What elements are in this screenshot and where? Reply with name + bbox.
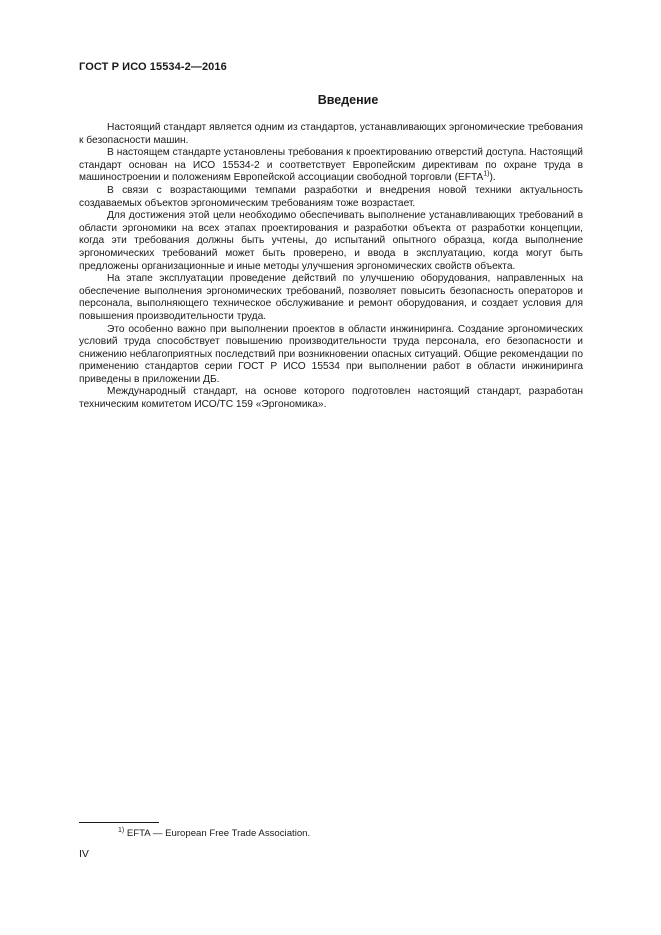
paragraph: Это особенно важно при выполнении проектов в области инжиниринга. Создание эргономических условий труда способствует повышению производительности труда персонала, его безопасности и снижению неблагоприятных последствий при возникновении опасных ситуаций. Общие рекомендации по применению стандартов серии ГОСТ Р ИСО 15534 при выполнении работ в области инжиниринга приведены в приложении ДБ. — [79, 323, 583, 385]
paragraph-text: В настоящем стандарте установлены требования к проектированию отверстий доступа. Настоящий стандарт основан на ИСО 15534-2 и соответствует Европейским директивам по охране труда в машиностроении и положениям Европейской ассоциации свободной торговли (EFTA — [79, 147, 583, 184]
paragraph: Международный стандарт, на основе которого подготовлен настоящий стандарт, разработан техническим комитетом ИСО/ТС 159 «Эргономика». — [79, 386, 583, 411]
document-header: ГОСТ Р ИСО 15534-2—2016 — [79, 61, 227, 73]
section-title: Введение — [317, 93, 379, 107]
paragraph: На этапе эксплуатации проведение действий по улучшению оборудования, направленных на обеспечение выполнения эргономических требований, позволяет повысить безопасность операторов и персонала, выполняющего техническое обслуживание и ремонт оборудования, и создает условия для повышения производительности труда. — [79, 273, 583, 322]
body-text — [79, 122, 583, 412]
paragraph: Для достижения этой цели необходимо обеспечивать выполнение устанавливающих требований в области эргономики на всех этапах проектирования и разработки объекта от разработки концепции, когда эти требования должны быть учтены, до испытаний опытного образца, когда выполнение эргономических требований может быть проверено, и ввода в эксплуатацию, когда могут быть предложены организационные и иные методы улучшения эргономических свойств объекта. — [79, 210, 583, 272]
paragraph: Настоящий стандарт является одним из стандартов, устанавливающих эргономические требования к безопасности машин. — [79, 122, 583, 146]
paragraph: В связи с возрастающими темпами разработки и внедрения новой техники актуальность создаваемых объектов эргономическим требованиям тоже возрастает. — [79, 184, 583, 209]
footnote-mark: 1) — [118, 826, 125, 834]
footnote-reference[interactable]: 1) — [483, 170, 490, 178]
paragraph — [79, 147, 583, 185]
page-number: IV — [79, 848, 89, 860]
footnote-text: EFTA — European Free Trade Association. — [124, 828, 311, 839]
footnote-divider — [79, 822, 159, 823]
footnote — [118, 828, 310, 840]
paragraph-text: ). — [489, 172, 496, 184]
